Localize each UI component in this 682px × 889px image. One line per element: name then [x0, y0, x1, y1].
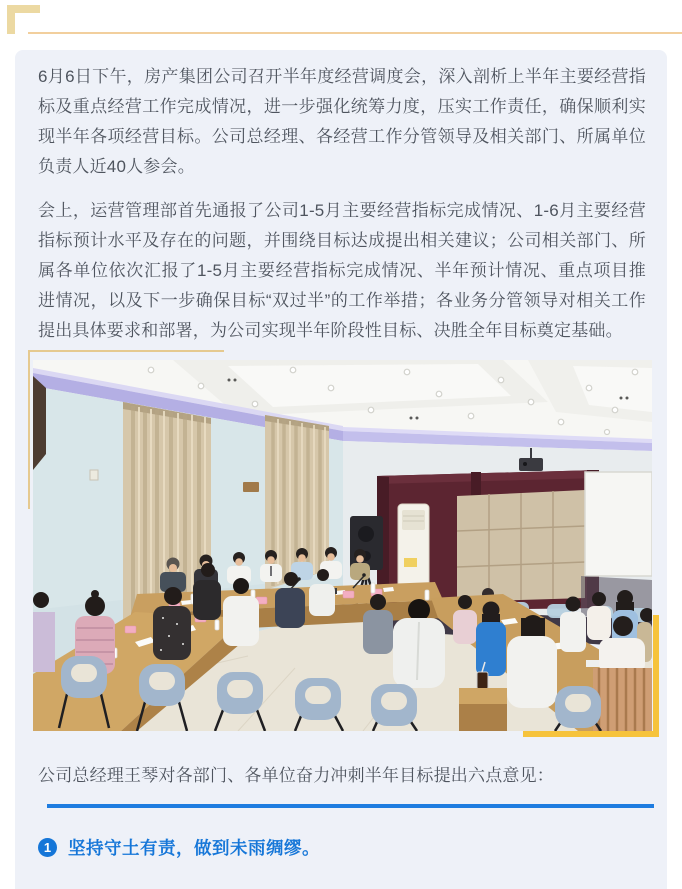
caption-paragraph: 公司总经理王琴对各部门、各单位奋力冲刺半年目标提出六点意见：: [38, 766, 554, 785]
top-gold-line-decoration: [28, 32, 682, 34]
point-number-badge: 1: [38, 838, 57, 857]
point-text: 坚持守土有责，做到未雨绸缪。: [68, 838, 320, 858]
paragraph-1: 6月6日下午，房产集团公司召开半年度经营调度会，深入剖析上半年主要经营指标及重点经营工作完成情况，进一步强化统筹力度，压实工作责任，确保顺利实现半年各项经营目标。公司总经理、各经营工作分管领导及相关部门、所属单位负责人近40人参会。: [38, 67, 646, 176]
photo-figure: [33, 360, 652, 731]
point-item-1: [38, 835, 646, 860]
section-divider: [47, 804, 654, 808]
meeting-room-photo[interactable]: [33, 360, 652, 731]
content-card: [15, 50, 667, 889]
corner-bracket-decoration: [7, 5, 40, 34]
paragraph-2: 会上，运营管理部首先通报了公司1-5月主要经营指标完成情况、1-6月主要经营指标预计水平及存在的问题，并围绕目标达成提出相关建议；公司相关部门、所属各单位依次汇报了1-5月主要经营指标完成情况、半年预计情况、重点项目推进情况，以及下一步确保目标“双过半”的工作举措；各业务分管领导对相关工作提出具体要求和部署，为公司实现半年阶段性目标、决胜全年目标奠定基础。: [38, 201, 646, 340]
